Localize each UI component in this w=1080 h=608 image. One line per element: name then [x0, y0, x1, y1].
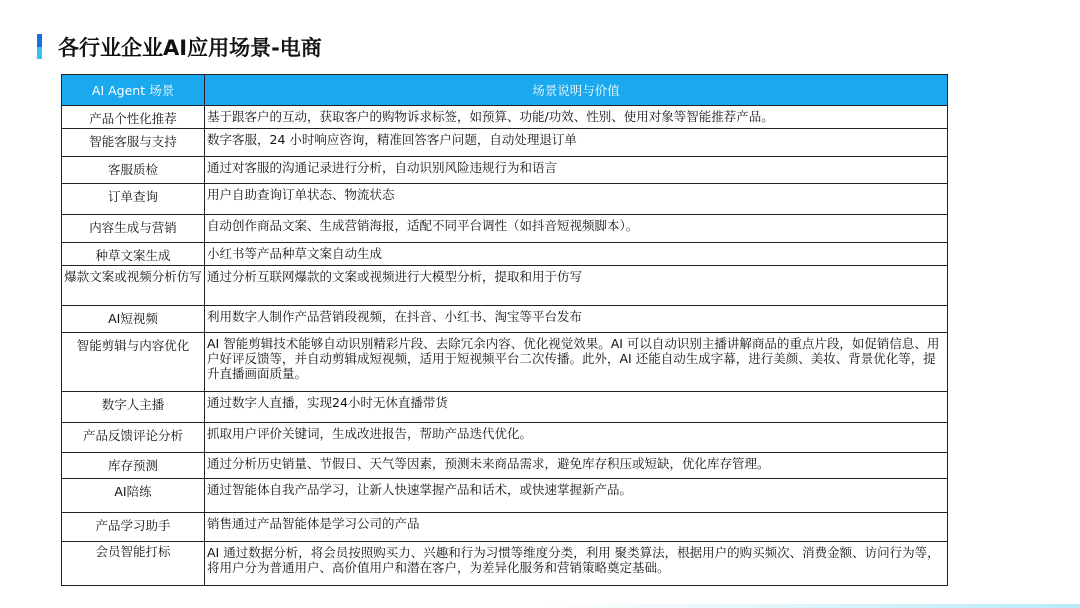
scenario-description-cell: 通过分析历史销量、节假日、天气等因素，预测未来商品需求，避免库存积压或短缺，优化库存管理。	[205, 453, 948, 479]
table-row	[62, 453, 948, 479]
table-row	[62, 542, 948, 586]
title-accent-bar	[37, 34, 42, 59]
scenario-description-cell: 销售通过产品智能体是学习公司的产品	[205, 513, 948, 542]
table-row	[62, 392, 948, 423]
accent-bar-top	[37, 34, 42, 47]
table-header-row	[62, 75, 948, 106]
table-row	[62, 106, 948, 129]
scenario-description-cell: 抓取用户评价关键词，生成改进报告，帮助产品迭代优化。	[205, 423, 948, 453]
scenario-table	[61, 74, 948, 586]
scenario-name-cell: AI短视频	[62, 306, 205, 333]
column-header-description: 场景说明与价值	[205, 75, 948, 106]
scenario-description-cell: 通过数字人直播，实现24小时无休直播带货	[205, 392, 948, 423]
table-row	[62, 479, 948, 513]
bottom-decoration	[540, 604, 1080, 608]
table-row	[62, 513, 948, 542]
table-row	[62, 333, 948, 392]
table-row	[62, 306, 948, 333]
table-row	[62, 129, 948, 157]
scenario-name-cell: 产品反馈评论分析	[62, 423, 205, 453]
scenario-name-cell: 会员智能打标	[62, 542, 205, 586]
scenario-description-cell: 数字客服，24 小时响应咨询，精准回答客户问题，自动处理退订单	[205, 129, 948, 157]
table-row	[62, 157, 948, 184]
scenario-description-cell: 自动创作商品文案、生成营销海报，适配不同平台调性（如抖音短视频脚本）。	[205, 215, 948, 243]
scenario-description-cell: AI 智能剪辑技术能够自动识别精彩片段、去除冗余内容、优化视觉效果。AI 可以自动识别主播讲解商品的重点片段，如促销信息、用户好评反馈等，并自动剪辑成短视频，适用于短视频平台二次传播。此外，AI 还能自动生成字幕，进行美颜、美妆、背景优化等，提升直播画面质量。	[205, 333, 948, 392]
page-title: 各行业企业AI应用场景-电商	[58, 36, 322, 60]
table-row	[62, 215, 948, 243]
scenario-name-cell: 智能剪辑与内容优化	[62, 333, 205, 392]
accent-bar-bottom	[37, 47, 42, 59]
scenario-name-cell: 订单查询	[62, 184, 205, 215]
scenario-name-cell: 爆款文案或视频分析仿写	[62, 266, 205, 306]
table-row	[62, 266, 948, 306]
scenario-name-cell: AI陪练	[62, 479, 205, 513]
scenario-name-cell: 智能客服与支持	[62, 129, 205, 157]
scenario-description-cell: 小红书等产品种草文案自动生成	[205, 243, 948, 266]
scenario-description-cell: 通过智能体自我产品学习，让新人快速掌握产品和话术，或快速掌握新产品。	[205, 479, 948, 513]
scenario-name-cell: 种草文案生成	[62, 243, 205, 266]
column-header-scenario: AI Agent 场景	[62, 75, 205, 106]
scenario-description-cell: 通过对客服的沟通记录进行分析，自动识别风险违规行为和语言	[205, 157, 948, 184]
scenario-name-cell: 产品个性化推荐	[62, 106, 205, 129]
scenario-name-cell: 数字人主播	[62, 392, 205, 423]
scenario-description-cell: AI 通过数据分析，将会员按照购买力、兴趣和行为习惯等维度分类，利用 聚类算法，根据用户的购买频次、消费金额、访问行为等，将用户分为普通用户、高价值用户和潜在客户，为差异化服务和营销策略奠定基础。	[205, 542, 948, 586]
table-row	[62, 184, 948, 215]
table-row	[62, 243, 948, 266]
scenario-description-cell: 利用数字人制作产品营销段视频，在抖音、小红书、淘宝等平台发布	[205, 306, 948, 333]
scenario-name-cell: 产品学习助手	[62, 513, 205, 542]
scenario-name-cell: 内容生成与营销	[62, 215, 205, 243]
table-row	[62, 423, 948, 453]
scenario-description-cell: 基于跟客户的互动，获取客户的购物诉求标签，如预算、功能/功效、性别、使用对象等智能推荐产品。	[205, 106, 948, 129]
scenario-description-cell: 通过分析互联网爆款的文案或视频进行大模型分析，提取和用于仿写	[205, 266, 948, 306]
scenario-name-cell: 客服质检	[62, 157, 205, 184]
scenario-description-cell: 用户自助查询订单状态、物流状态	[205, 184, 948, 215]
scenario-name-cell: 库存预测	[62, 453, 205, 479]
